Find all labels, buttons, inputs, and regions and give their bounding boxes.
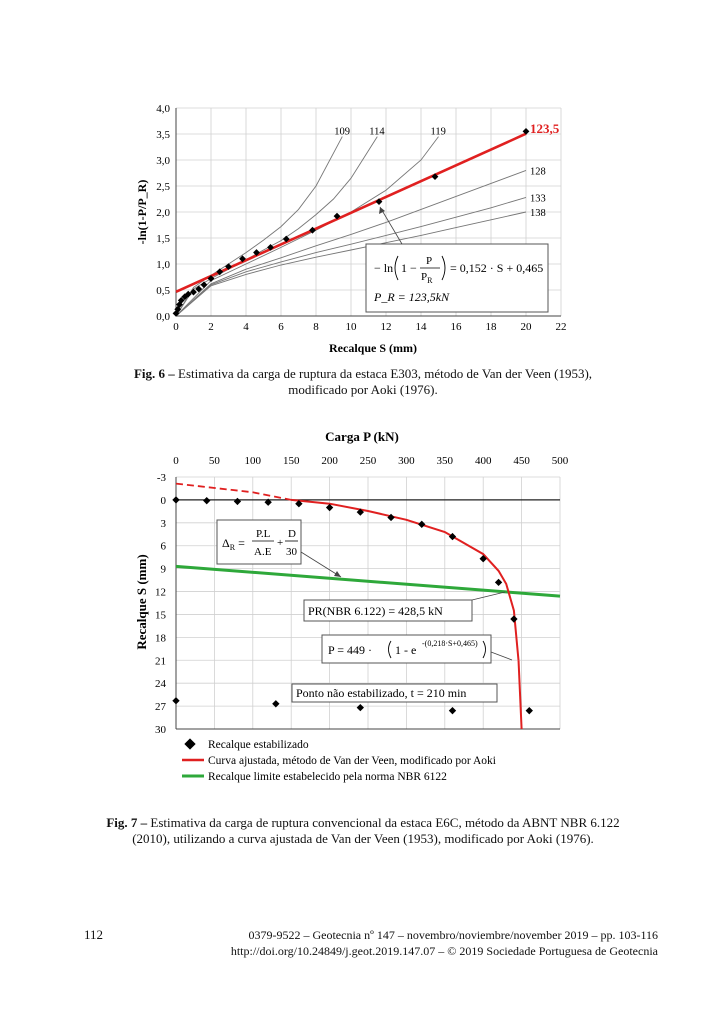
legend-label-limit: Recalque limite estabelecido pela norma NBR 6122 [208, 771, 447, 783]
fig6-xtick-label: 4 [243, 321, 249, 333]
fig7-ytick-label: -3 [156, 472, 166, 484]
fig6-ytick-label: 2,0 [156, 207, 170, 219]
fig6-ytick-label: 4,0 [156, 103, 170, 115]
fig7-ytick-label: 27 [155, 701, 166, 714]
fig7-eq-exp: -(0,218·S+0,465) [422, 639, 478, 648]
fig6-xtick-label: 2 [208, 321, 214, 333]
fig7-xtick-label: 100 [244, 455, 262, 467]
svg-text:P: P [426, 255, 433, 267]
fig7-caption-line2: (2010), utilizando a curva ajustada de Van der Veen (1953), modificado por Aoki (1976). [132, 831, 594, 846]
fig7-xtick-label: 300 [398, 455, 415, 467]
fig7-delta-n2: D [288, 528, 296, 540]
fig6-xlabel: Recalque S (mm) [329, 341, 417, 355]
fig6-caption-line2: modificado por Aoki (1976). [288, 382, 438, 397]
fig7-xtick-label: 250 [359, 455, 377, 467]
page-number: 112 [84, 927, 104, 942]
fig6-series-label: 119 [430, 126, 446, 138]
fig6-ytick-label: 1,5 [156, 233, 170, 245]
fig6-xtick-label: 14 [415, 321, 427, 333]
fig7-ytick-label: 12 [155, 586, 166, 599]
fig6-xtick-label: 20 [520, 321, 532, 333]
fig7-xtick-label: 0 [173, 455, 179, 467]
fig7-xtick-label: 350 [436, 455, 454, 467]
fig7-ytick-label: 0 [160, 494, 166, 507]
fig7-pr-label: PR(NBR 6.122) = 428,5 kN [308, 604, 443, 618]
fig6-ytick-label: 2,5 [156, 181, 170, 193]
fig6-equation-pr: P_R = 123,5kN [374, 290, 450, 304]
fig6-series-label: 128 [530, 166, 546, 178]
fig7-xtick-label: 400 [474, 455, 492, 467]
fig6-xtick-label: 12 [380, 321, 392, 333]
fig6-xtick-label: 10 [345, 321, 357, 333]
fig7-delta-d1: A.E [254, 546, 272, 558]
fig7-eq-body: 1 - e [395, 643, 417, 657]
svg-text:1 −: 1 − [401, 261, 417, 275]
legend-label-curve: Curva ajustada, método de Van der Veen, modificado por Aoki [208, 755, 496, 767]
fig7-caption-line1: Estimativa da carga de ruptura convencional da estaca E6C, método da ABNT NBR 6.122 [150, 815, 620, 830]
legend-label-points: Recalque estabilizado [208, 739, 309, 751]
fig7-title: Carga P (kN) [325, 429, 399, 444]
fig6-xtick-label: 16 [450, 321, 462, 333]
fig6-series-label: 138 [530, 208, 546, 219]
fig7-delta-n1: P.L [256, 528, 271, 540]
fig7-xtick-label: 50 [208, 455, 220, 467]
fig6-ytick-label: 1,0 [156, 259, 170, 271]
fig7-equation-box [322, 635, 512, 663]
fig7-delta-d2: 30 [286, 546, 297, 558]
fig6-highlight-label: 123,5 [530, 121, 560, 136]
fig6-series-label: 133 [530, 193, 546, 205]
svg-text:− ln: − ln [374, 261, 394, 275]
fig7-ytick-label: 21 [155, 655, 166, 668]
fig7-ytick-label: 3 [160, 517, 166, 530]
fig6-caption [80, 366, 646, 398]
fig7-ytick-label: 9 [160, 563, 166, 576]
footer-line2: http://doi.org/10.24849/j.geot.2019.147.07 – © 2019 Sociedade Portuguesa de Geotecnia [230, 944, 658, 958]
fig6-ylabel: -ln(1-P/P_R) [135, 179, 149, 245]
fig7-ylabel: Recalque S (mm) [134, 554, 149, 650]
fig6-xtick-label: 18 [485, 321, 497, 333]
fig7-ytick-label: 6 [160, 540, 166, 553]
fig6-ytick-label: 0,5 [156, 285, 170, 297]
fig7-ytick-label: 30 [155, 724, 166, 736]
fig7-ytick-label: 24 [155, 678, 166, 691]
fig6-ytick-label: 3,0 [156, 155, 170, 167]
fig7-ytick-label: 15 [155, 609, 166, 622]
fig6-xtick-label: 8 [313, 321, 319, 333]
fig7-ytick-label: 18 [155, 632, 166, 645]
fig6-ytick-label: 3,5 [156, 129, 170, 141]
fig7-note-box [292, 684, 497, 702]
legend-marker-points [184, 738, 195, 749]
fig6-series-label: 114 [369, 126, 385, 138]
fig6-series-label: 109 [334, 126, 350, 138]
fig6-xtick-label: 0 [173, 321, 179, 333]
fig6-ytick-label: 0,0 [156, 311, 170, 323]
fig7-note: Ponto não estabilizado, t = 210 min [296, 686, 467, 700]
fig7-caption-label: Fig. 7 – [106, 815, 148, 830]
fig7-eq-lhs: P = 449 · [328, 643, 372, 657]
figure-6-chart [135, 103, 567, 355]
fig6-xtick-label: 6 [278, 321, 284, 333]
svg-text:PR: $P_R$ [421, 271, 433, 285]
fig6-caption-line1: Estimativa da carga de ruptura da estaca E303, método de Van der Veen (1953), [178, 366, 593, 381]
fig7-xtick-label: 500 [551, 455, 569, 467]
figure-7-chart [134, 429, 569, 783]
fig7-xtick-label: 450 [513, 455, 530, 467]
fig7-delta-plus: + [277, 537, 284, 549]
fig6-equation-main: = 0,152 · S + 0,465 [450, 261, 544, 275]
fig7-caption [66, 815, 660, 847]
fig7-legend [182, 738, 496, 783]
svg-text:ΔR =: $\Delta_R$ = [222, 536, 245, 552]
fig7-xtick-label: 200 [321, 455, 338, 467]
fig6-xtick-label: 22 [555, 321, 567, 333]
fig7-xtick-label: 150 [282, 455, 300, 467]
fig6-caption-label: Fig. 6 – [133, 366, 175, 381]
footer-line1: 0379-9522 – Geotecnia nº 147 – novembro/noviembre/november 2019 – pp. 103-116 [248, 928, 658, 942]
